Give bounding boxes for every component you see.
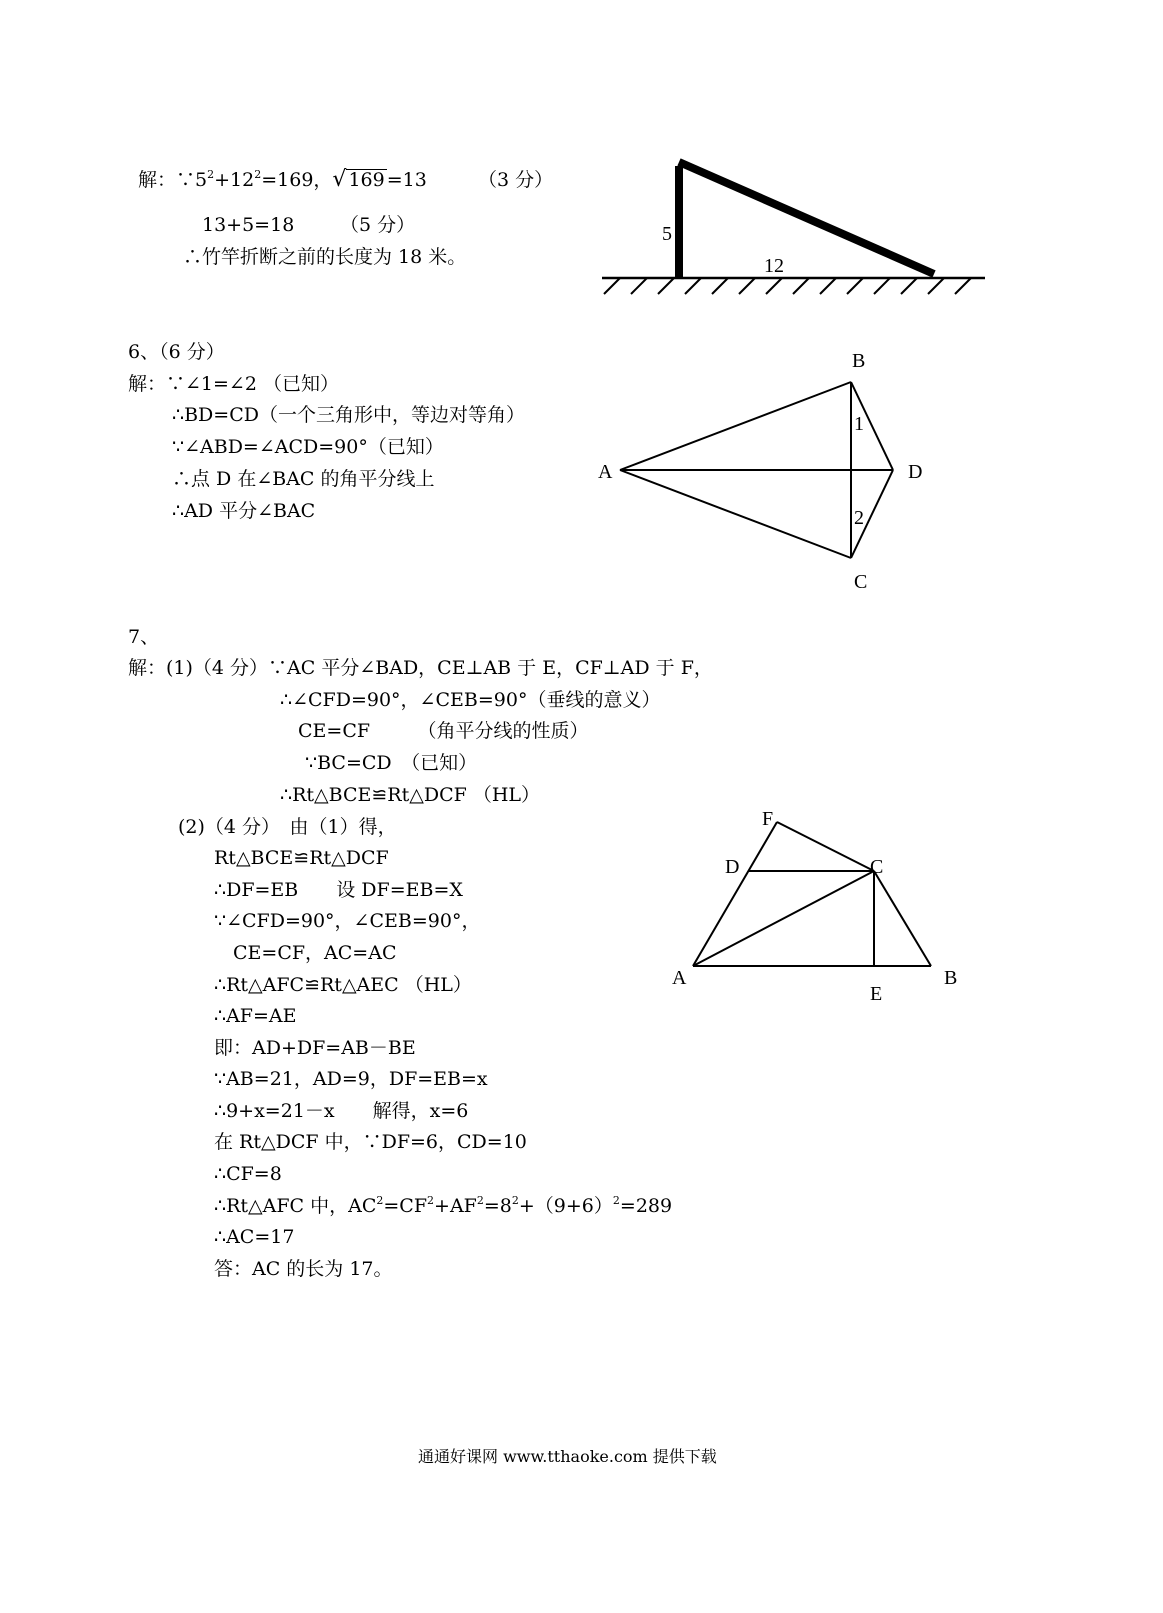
q6-line-3: ∵∠ABD=∠ACD=90°（已知） bbox=[172, 436, 444, 458]
q6-label-angle1: 1 bbox=[854, 413, 864, 435]
q5-score2: （5 分） bbox=[340, 214, 416, 236]
q7-p1-line-2: ∴∠CFD=90°，∠CEB=90°（垂线的意义） bbox=[280, 689, 661, 711]
q7-p1-line-4: ∵BC=CD （已知） bbox=[305, 752, 478, 774]
radicand: 169 bbox=[348, 169, 385, 191]
q7-p2-after-1: ∴AC=17 bbox=[214, 1226, 295, 1248]
q7-p1-line-5: ∴Rt△BCE≌Rt△DCF （HL） bbox=[280, 784, 541, 806]
q6-line-1: 解：∵∠1=∠2 （已知） bbox=[128, 373, 339, 395]
q5-score1: （3 分） bbox=[478, 169, 554, 191]
q7-p2-line-1: Rt△BCE≌Rt△DCF bbox=[214, 847, 389, 869]
q7-p1-line-3: CE=CF （角平分线的性质） bbox=[298, 720, 589, 742]
q7-p2-line-3: ∵∠CFD=90°，∠CEB=90°， bbox=[214, 910, 481, 932]
pole-broken-part bbox=[679, 162, 934, 274]
q7-p1-line-1: 解：(1)（4 分）∵AC 平分∠BAD，CE⊥AB 于 E，CF⊥AD 于 F， bbox=[128, 657, 713, 679]
q6-label-C: C bbox=[854, 571, 868, 593]
segment-AC bbox=[620, 470, 851, 558]
q7-p2-line-4: CE=CF，AC=AC bbox=[233, 942, 397, 964]
q6-label-D: D bbox=[908, 461, 923, 483]
q6-line-5: ∴AD 平分∠BAC bbox=[172, 500, 316, 522]
q7-label-F: F bbox=[762, 808, 774, 830]
q6-line-2: ∴BD=CD（一个三角形中，等边对等角） bbox=[172, 404, 525, 426]
q7-label-C: C bbox=[870, 856, 884, 878]
q7-p2-line-10: 在 Rt△DCF 中，∵DF=6，CD=10 bbox=[214, 1131, 527, 1153]
q7-p2-line-6: ∴AF=AE bbox=[214, 1005, 297, 1027]
label-base: 12 bbox=[764, 255, 784, 277]
q6-label-angle2: 2 bbox=[854, 507, 864, 529]
q7-p2-line-5: ∴Rt△AFC≌Rt△AEC （HL） bbox=[214, 974, 472, 996]
q7-heading: 7、 bbox=[128, 626, 160, 648]
q6-label-A: A bbox=[598, 461, 613, 483]
q5-conclusion: ∴竹竿折断之前的长度为 18 米。 bbox=[183, 246, 467, 268]
page-footer: 通通好课网 www.tthaoke.com 提供下载 bbox=[418, 1447, 717, 1466]
q7-p2-answer: 答：AC 的长为 17。 bbox=[214, 1258, 393, 1280]
radical-sign: √ bbox=[332, 167, 347, 192]
q7-label-B: B bbox=[944, 967, 958, 989]
q7-figure bbox=[693, 822, 931, 966]
q5-prefix: 解：∵ bbox=[138, 169, 196, 191]
q5-line2: 13+5=18 bbox=[202, 214, 295, 236]
segment-AB bbox=[620, 382, 851, 470]
q6-heading: 6、（6 分） bbox=[128, 341, 225, 363]
label-height: 5 bbox=[662, 223, 672, 245]
q7-label-E: E bbox=[870, 983, 883, 1005]
q6-label-B: B bbox=[852, 350, 866, 372]
q6-line-4: ∴点 D 在∠BAC 的角平分线上 bbox=[172, 468, 435, 490]
segment-CB bbox=[874, 871, 931, 966]
q6-kite-figure bbox=[620, 382, 893, 558]
ground-hatching bbox=[604, 278, 971, 294]
q7-label-A: A bbox=[672, 967, 687, 989]
q7-p2-heading: (2)（4 分） 由（1）得， bbox=[178, 816, 397, 838]
q7-p2-line-2: ∴DF=EB 设 DF=EB=X bbox=[214, 879, 463, 901]
q7-p2-line-8: ∵AB=21，AD=9，DF=EB=x bbox=[214, 1068, 488, 1090]
q7-p2-ac-equation: ∴Rt△AFC 中，$AC^2=CF^2+AF^2=8^2+(9+6)^2=289$ bbox=[214, 1194, 673, 1217]
q7-p2-line-11: ∴CF=8 bbox=[214, 1163, 282, 1185]
q7-p2-line-7: 即：AD+DF=AB－BE bbox=[214, 1037, 416, 1059]
q5-line1: 解：$\because 5^2+12^2=169$，√ 169 =13 bbox=[138, 167, 427, 192]
q5-pole-figure bbox=[602, 162, 985, 294]
q7-p2-line-9: ∴9+x=21－x 解得，x=6 bbox=[214, 1100, 469, 1122]
segment-FC bbox=[777, 822, 874, 871]
q7-label-D: D bbox=[725, 856, 740, 878]
